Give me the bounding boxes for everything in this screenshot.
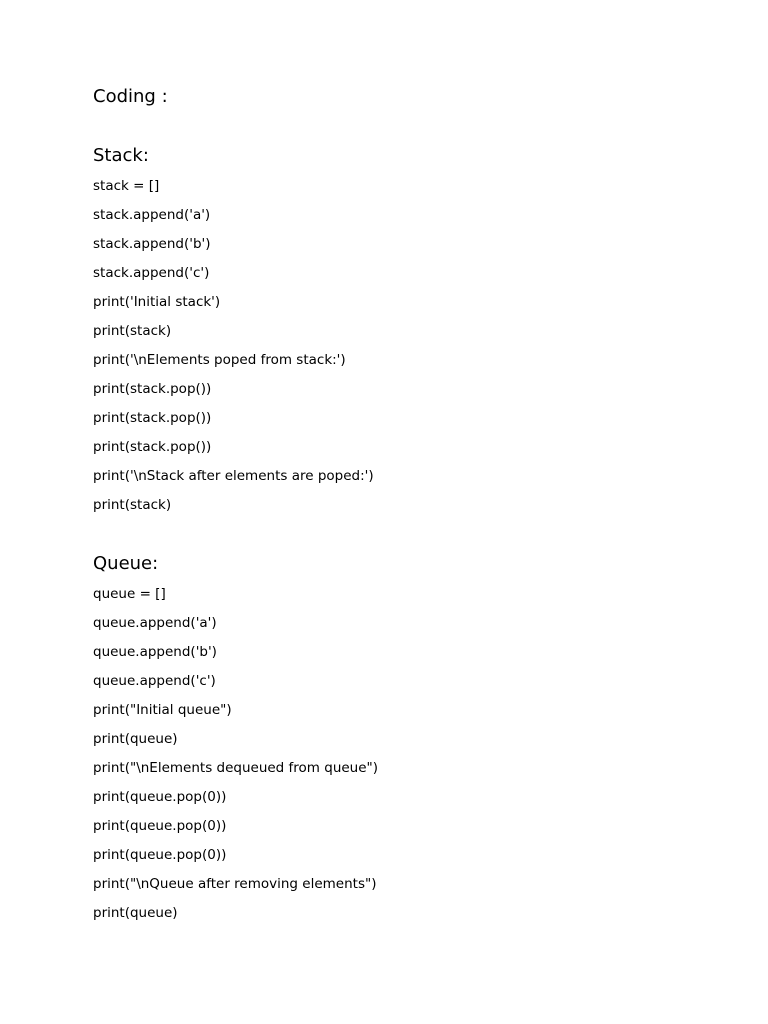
code-line: print(queue) — [93, 731, 178, 747]
stack-heading: Stack: — [93, 145, 149, 166]
code-line: queue.append('c') — [93, 673, 216, 689]
code-line: print(stack.pop()) — [93, 410, 212, 426]
code-line: stack = [] — [93, 178, 160, 194]
code-line: queue = [] — [93, 586, 166, 602]
code-line: print('\nStack after elements are poped:') — [93, 468, 374, 484]
code-line: print("\nQueue after removing elements") — [93, 876, 377, 892]
code-line: print(stack.pop()) — [93, 439, 212, 455]
code-line: print("Initial queue") — [93, 702, 232, 718]
code-line: stack.append('c') — [93, 265, 210, 281]
code-line: print('\nElements poped from stack:') — [93, 352, 346, 368]
code-line: queue.append('a') — [93, 615, 217, 631]
code-line: print(queue.pop(0)) — [93, 789, 227, 805]
queue-section — [93, 551, 728, 928]
code-line: queue.append('b') — [93, 644, 217, 660]
stack-code-block — [93, 172, 728, 520]
queue-heading: Queue: — [93, 553, 159, 574]
code-line: print(stack.pop()) — [93, 381, 212, 397]
code-line: print(queue.pop(0)) — [93, 818, 227, 834]
code-line: print(queue) — [93, 905, 178, 921]
code-line: stack.append('b') — [93, 236, 211, 252]
code-line: stack.append('a') — [93, 207, 211, 223]
code-line: print(queue.pop(0)) — [93, 847, 227, 863]
stack-section — [93, 143, 728, 520]
code-line: print(stack) — [93, 323, 172, 339]
queue-code-block — [93, 580, 728, 928]
code-line: print("\nElements dequeued from queue") — [93, 760, 379, 776]
document-page — [93, 84, 728, 928]
document-title: Coding : — [93, 86, 168, 107]
code-line: print('Initial stack') — [93, 294, 221, 310]
code-line: print(stack) — [93, 497, 172, 513]
